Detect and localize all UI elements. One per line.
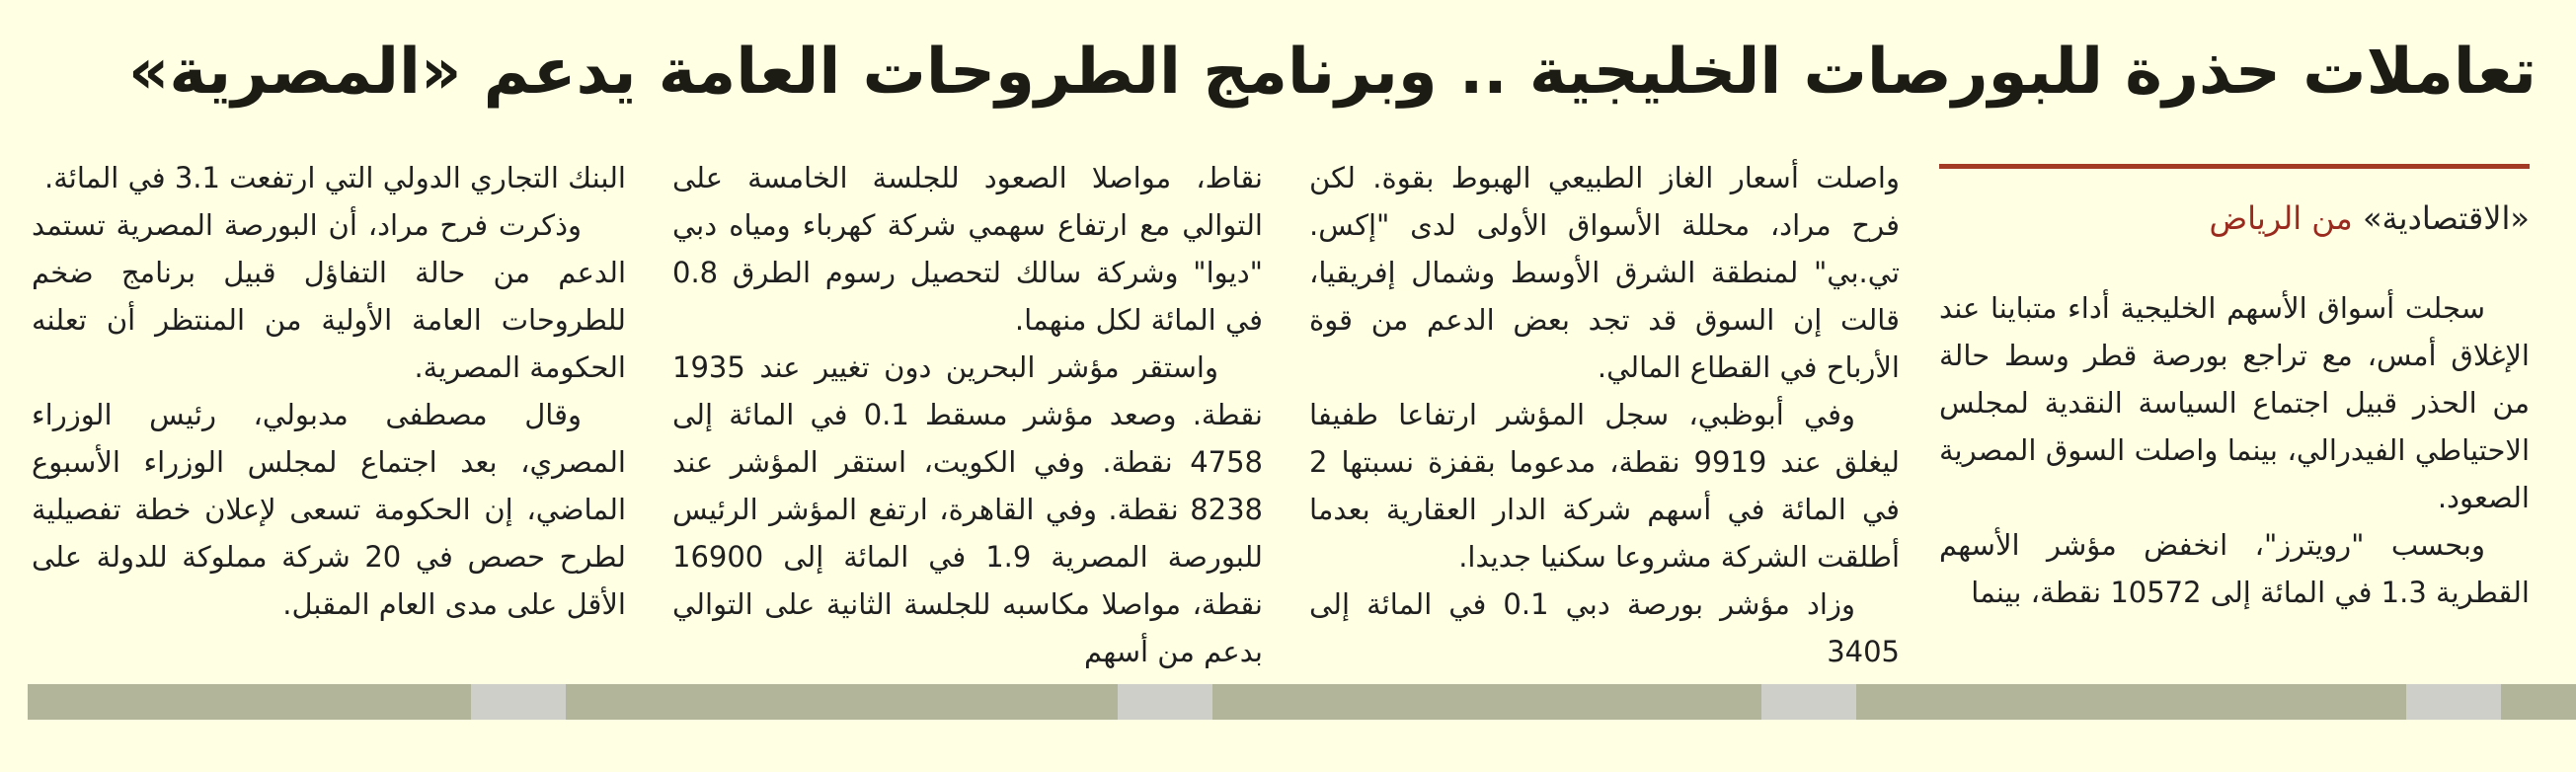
article-column-1: [1939, 284, 2530, 638]
paragraph: وفي أبوظبي، سجل المؤشر ارتفاعا طفيفا ليغلق عند 9919 نقطة، مدعوما بقفزة نسبتها 2 في المائة في أسهم شركة الدار العقارية بعدما أطلقت الشركة مشروعا سكنيا جديدا.: [1309, 398, 1900, 574]
article-column-3: [672, 154, 1263, 668]
byline-location: من الرياض: [2209, 199, 2353, 237]
byline-source: «الاقتصادية»: [2362, 199, 2530, 237]
paragraph: نقاط، مواصلا الصعود للجلسة الخامسة على التوالي مع ارتفاع سهمي شركة كهرباء ومياه دبي "ديوا" وشركة سالك لتحصيل رسوم الطرق 0.8 في المائة لكل منهما.: [672, 161, 1263, 337]
byline: [1939, 188, 2530, 249]
paragraph: واستقر مؤشر البحرين دون تغيير عند 1935 نقطة. وصعد مؤشر مسقط 0.1 في المائة إلى 4758 نقطة. وفي الكويت، استقر المؤشر عند 8238 نقطة. وفي القاهرة، ارتفع المؤشر الرئيس للبورصة المصرية 1.9 في المائة إلى 16900 نقطة، مواصلا مكاسبه للجلسة الثانية على التوالي بدعم من أسهم: [672, 350, 1263, 668]
paragraph: وبحسب "رويترز"، انخفض مؤشر الأسهم القطرية 1.3 في المائة إلى 10572 نقطة، بينما: [1939, 528, 2530, 609]
paragraph: سجلت أسواق الأسهم الخليجية أداء متباينا عند الإغلاق أمس، مع تراجع بورصة قطر وسط حالة من الحذر قبيل اجتماع السياسة النقدية لمجلس الاحتياطي الفيدرالي، بينما واصلت السوق المصرية الصعود.: [1939, 291, 2530, 514]
band-tile: [471, 684, 566, 720]
band-tile: [1761, 684, 1856, 720]
byline-rule: [1939, 164, 2530, 169]
paragraph: وزاد مؤشر بورصة دبي 0.1 في المائة إلى 3405: [1309, 587, 1900, 668]
paragraph: واصلت أسعار الغاز الطبيعي الهبوط بقوة. لكن فرح مراد، محللة الأسواق الأولى لدى "إكس. تي.بي" لمنطقة الشرق الأوسط وشمال إفريقيا، قالت إن السوق قد تجد بعض الدعم من قوة الأرباح في القطاع المالي.: [1309, 161, 1900, 384]
paragraph: وقال مصطفى مدبولي، رئيس الوزراء المصري، بعد اجتماع لمجلس الوزراء الأسبوع الماضي، إن الحكومة تسعى لإعلان خطة تفصيلية لطرح حصص في 20 شركة مملوكة للدولة على الأقل على مدى العام المقبل.: [32, 398, 627, 621]
band-tile: [1118, 684, 1212, 720]
article-column-4: [32, 154, 626, 638]
article-column-2: [1309, 154, 1900, 668]
band-tile: [2406, 684, 2501, 720]
bottom-decorative-band: [28, 684, 2576, 720]
paragraph: وذكرت فرح مراد، أن البورصة المصرية تستمد الدعم من حالة التفاؤل قبيل برنامج ضخم للطروحات العامة الأولية من المنتظر أن تعلنه الحكومة المصرية.: [32, 208, 626, 384]
article-headline: تعاملات حذرة للبورصات الخليجية .. وبرنامج الطروحات العامة يدعم «المصرية»: [128, 36, 2537, 109]
paragraph: البنك التجاري الدولي التي ارتفعت 3.1 في المائة.: [44, 161, 626, 194]
